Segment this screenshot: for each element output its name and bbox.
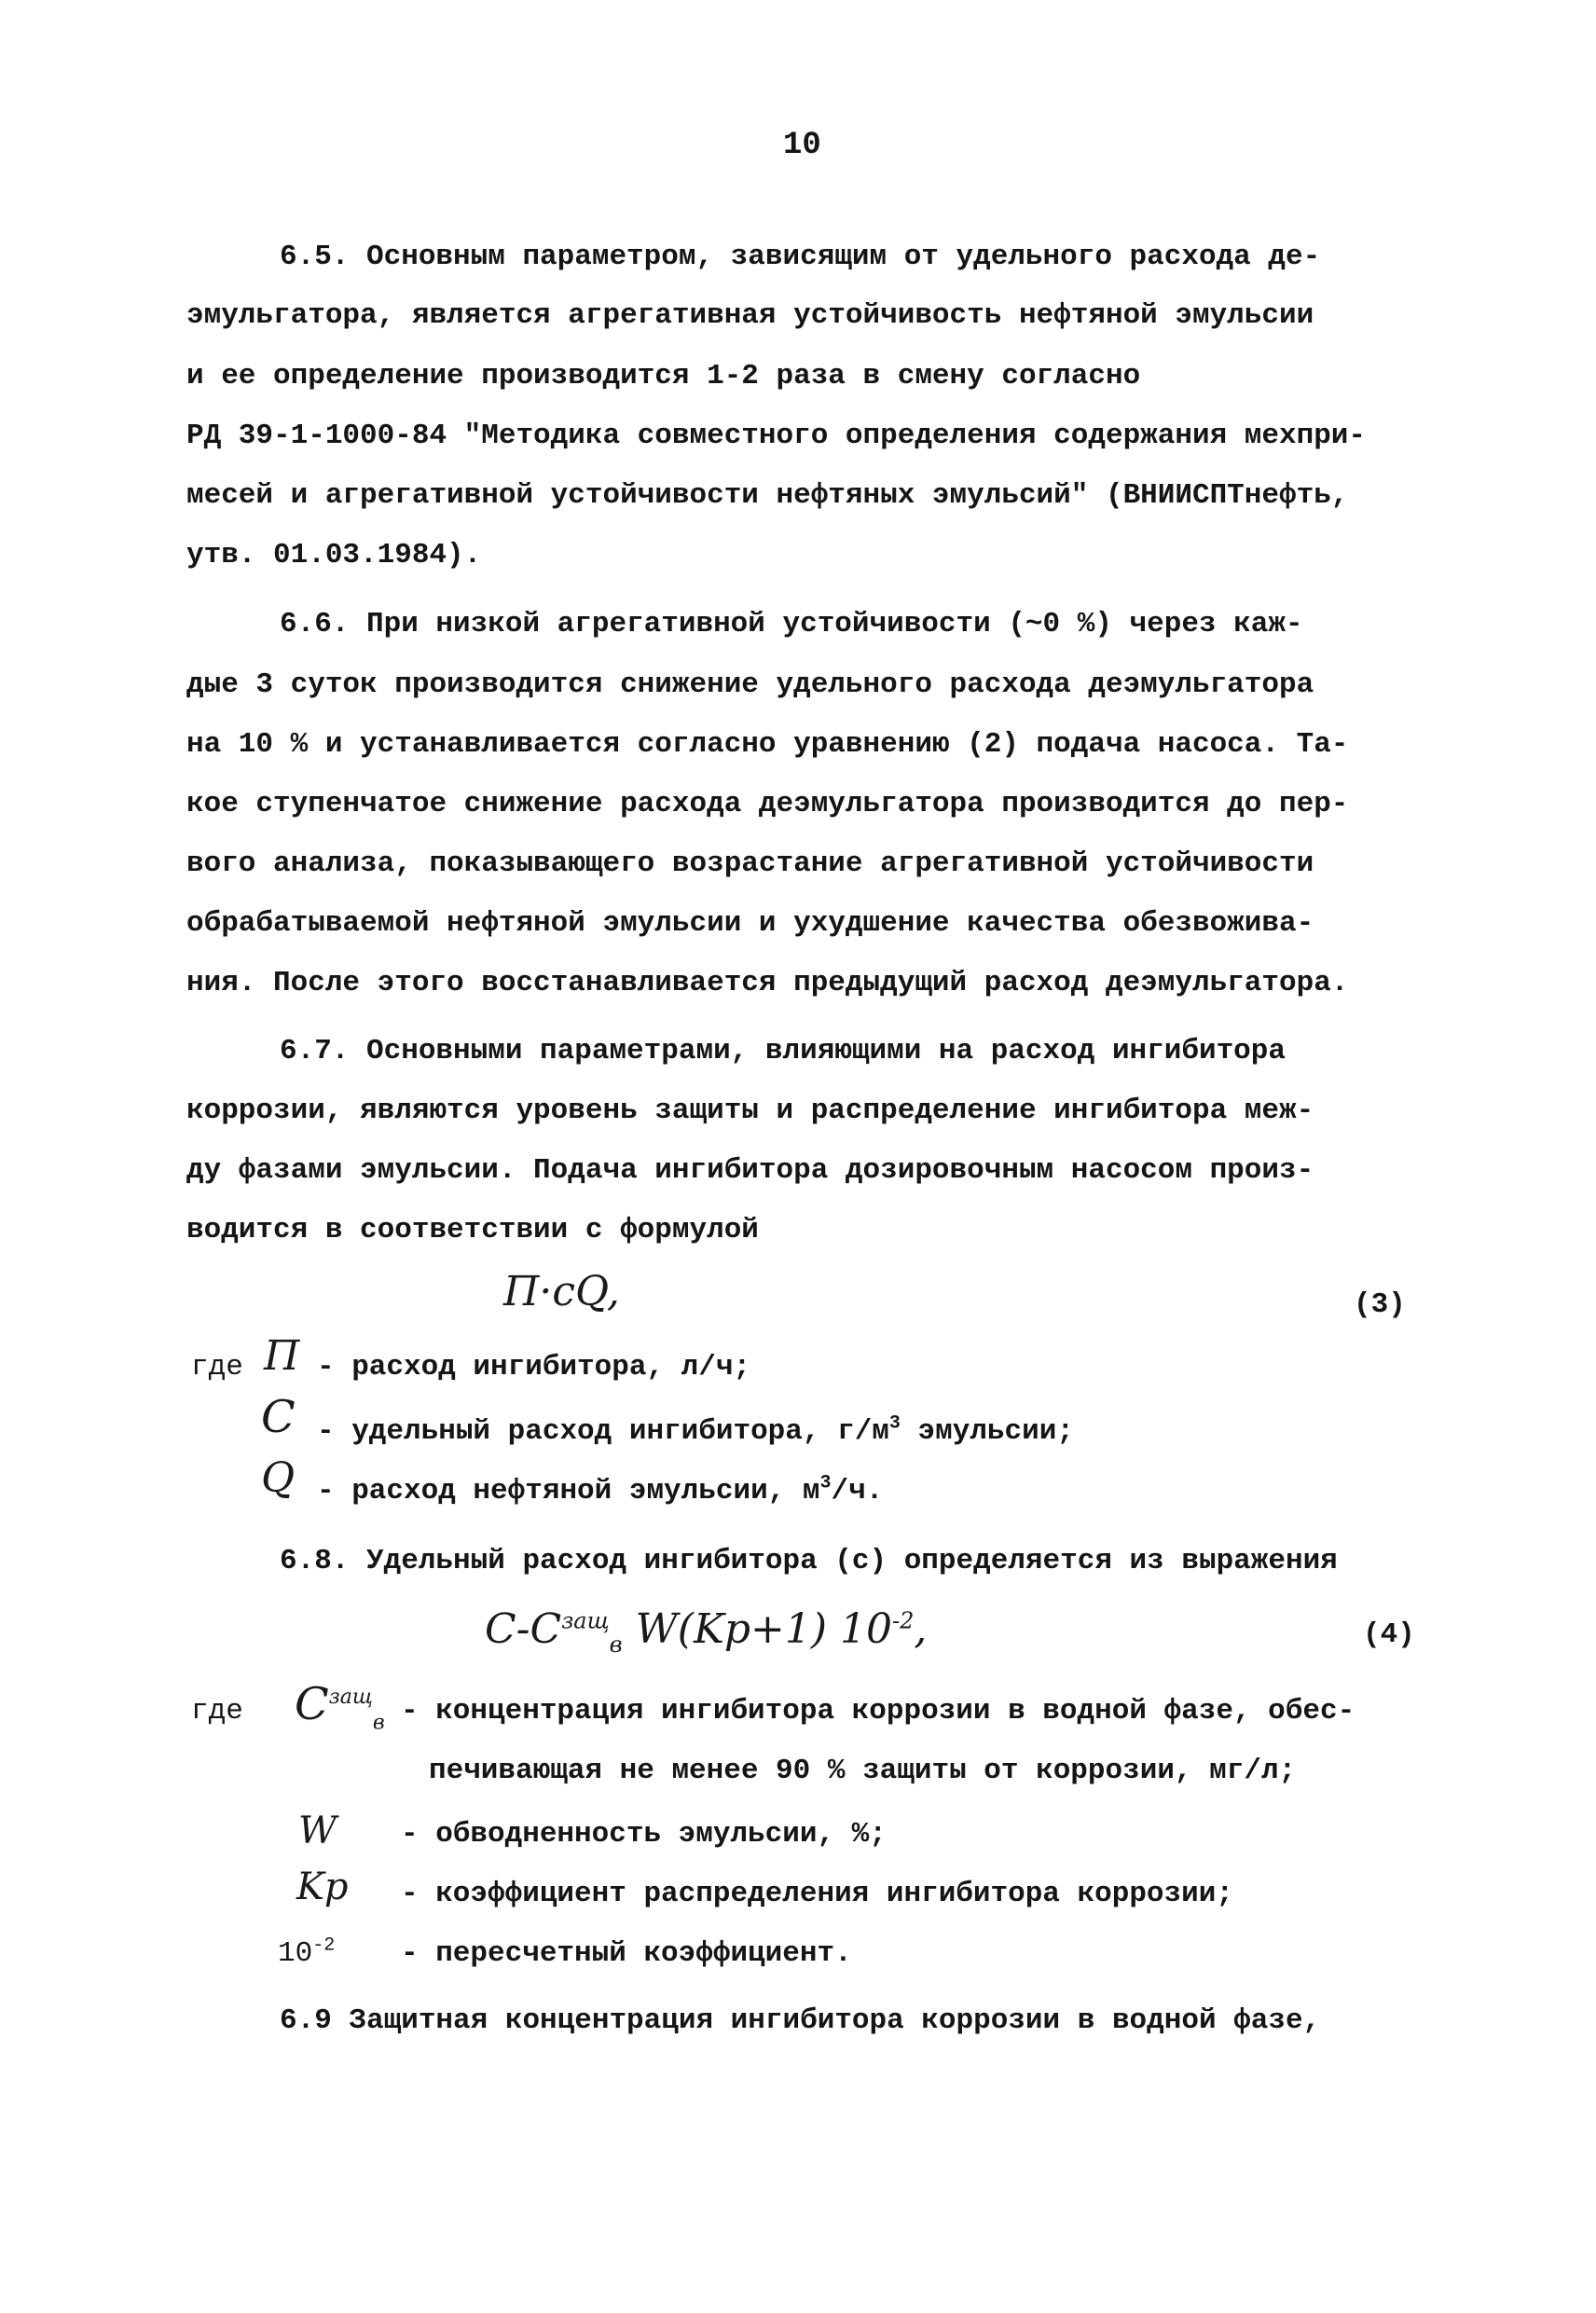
formula-4-number: (4)	[1363, 1618, 1415, 1651]
text-line: эмульгатора, является агрегативная устойчивость нефтяной эмульсии	[186, 299, 1314, 332]
text-line: и ее определение производится 1-2 раза в смену согласно	[186, 360, 1141, 392]
symbol-c-protect: $С^{защ}_в$	[295, 1678, 385, 1735]
text-line: 6.5. Основным параметром, зависящим от удельного расхода де-	[280, 241, 1321, 273]
where-word: где	[191, 1695, 243, 1728]
legend-text: - удельный расход ингибитора, $г/м^3$ эмульсии;	[317, 1412, 1074, 1448]
text-line: вого анализа, показывающего возрастание агрегативной устойчивости	[186, 847, 1314, 880]
symbol-p: П	[264, 1332, 300, 1380]
legend-text: печивающая не менее 90 % защиты от коррозии, мг/л;	[429, 1755, 1297, 1787]
legend-text: - расход нефтяной эмульсии, $м^3/ч$.	[317, 1472, 884, 1508]
paragraph-6-9: 6.9 Защитная концентрация ингибитора коррозии в водной фазе,	[280, 2004, 1321, 2037]
symbol-c: С	[261, 1391, 296, 1443]
formula-3-number: (3)	[1354, 1288, 1406, 1321]
text-line: месей и агрегативной устойчивости нефтяных эмульсий" (ВНИИСПТнефть,	[186, 479, 1349, 512]
text-line: ния. После этого восстанавливается предыдущий расход деэмульгатора.	[186, 967, 1349, 999]
legend-text: - обводненность эмульсии, %;	[401, 1818, 887, 1851]
text-line: ду фазами эмульсии. Подача ингибитора дозировочным насосом произ-	[186, 1154, 1314, 1187]
paragraph-6-8: 6.8. Удельный расход ингибитора (с) определяется из выражения	[280, 1545, 1338, 1577]
legend-text: - пересчетный коэффициент.	[401, 1937, 852, 1970]
symbol-kp: Kр	[296, 1866, 349, 1908]
text-line: утв. 01.03.1984).	[186, 539, 482, 571]
text-line: 6.6. При низкой агрегативной устойчивости (~0 %) через каж-	[280, 608, 1303, 640]
symbol-ten-pow: $10^{-2}$	[278, 1934, 336, 1970]
legend-text: - коэффициент распределения ингибитора коррозии;	[401, 1878, 1233, 1910]
legend-text: - концентрация ингибитора коррозии в водной фазе, обес-	[401, 1695, 1355, 1728]
symbol-q: Q	[261, 1454, 296, 1502]
legend-text: - расход ингибитора, л/ч;	[317, 1351, 751, 1384]
text-line: РД 39-1-1000-84 "Методика совместного определения содержания мехпри-	[186, 420, 1367, 452]
symbol-w: W	[298, 1810, 337, 1852]
formula-3: П·сQ,	[503, 1268, 620, 1315]
text-line: дые 3 суток производится снижение удельного расхода деэмульгатора	[186, 668, 1314, 701]
text-line: коррозии, являются уровень защиты и распределение ингибитора меж-	[186, 1095, 1314, 1127]
text-line: обрабатываемой нефтяной эмульсии и ухудшение качества обезвожива-	[186, 907, 1314, 940]
page-number: 10	[783, 128, 821, 163]
formula-4: $С-С^{защ}_в$ W(Kр+1) $10^{-2}$,	[485, 1605, 928, 1658]
where-word: где	[191, 1351, 243, 1384]
text-line: кое ступенчатое снижение расхода деэмульгатора производится до пер-	[186, 788, 1349, 820]
text-line: на 10 % и устанавливается согласно уравнению (2) подача насоса. Та-	[186, 728, 1349, 761]
text-line: 6.7. Основными параметрами, влияющими на расход ингибитора	[280, 1035, 1286, 1067]
text-line: водится в соответствии с формулой	[186, 1214, 759, 1246]
